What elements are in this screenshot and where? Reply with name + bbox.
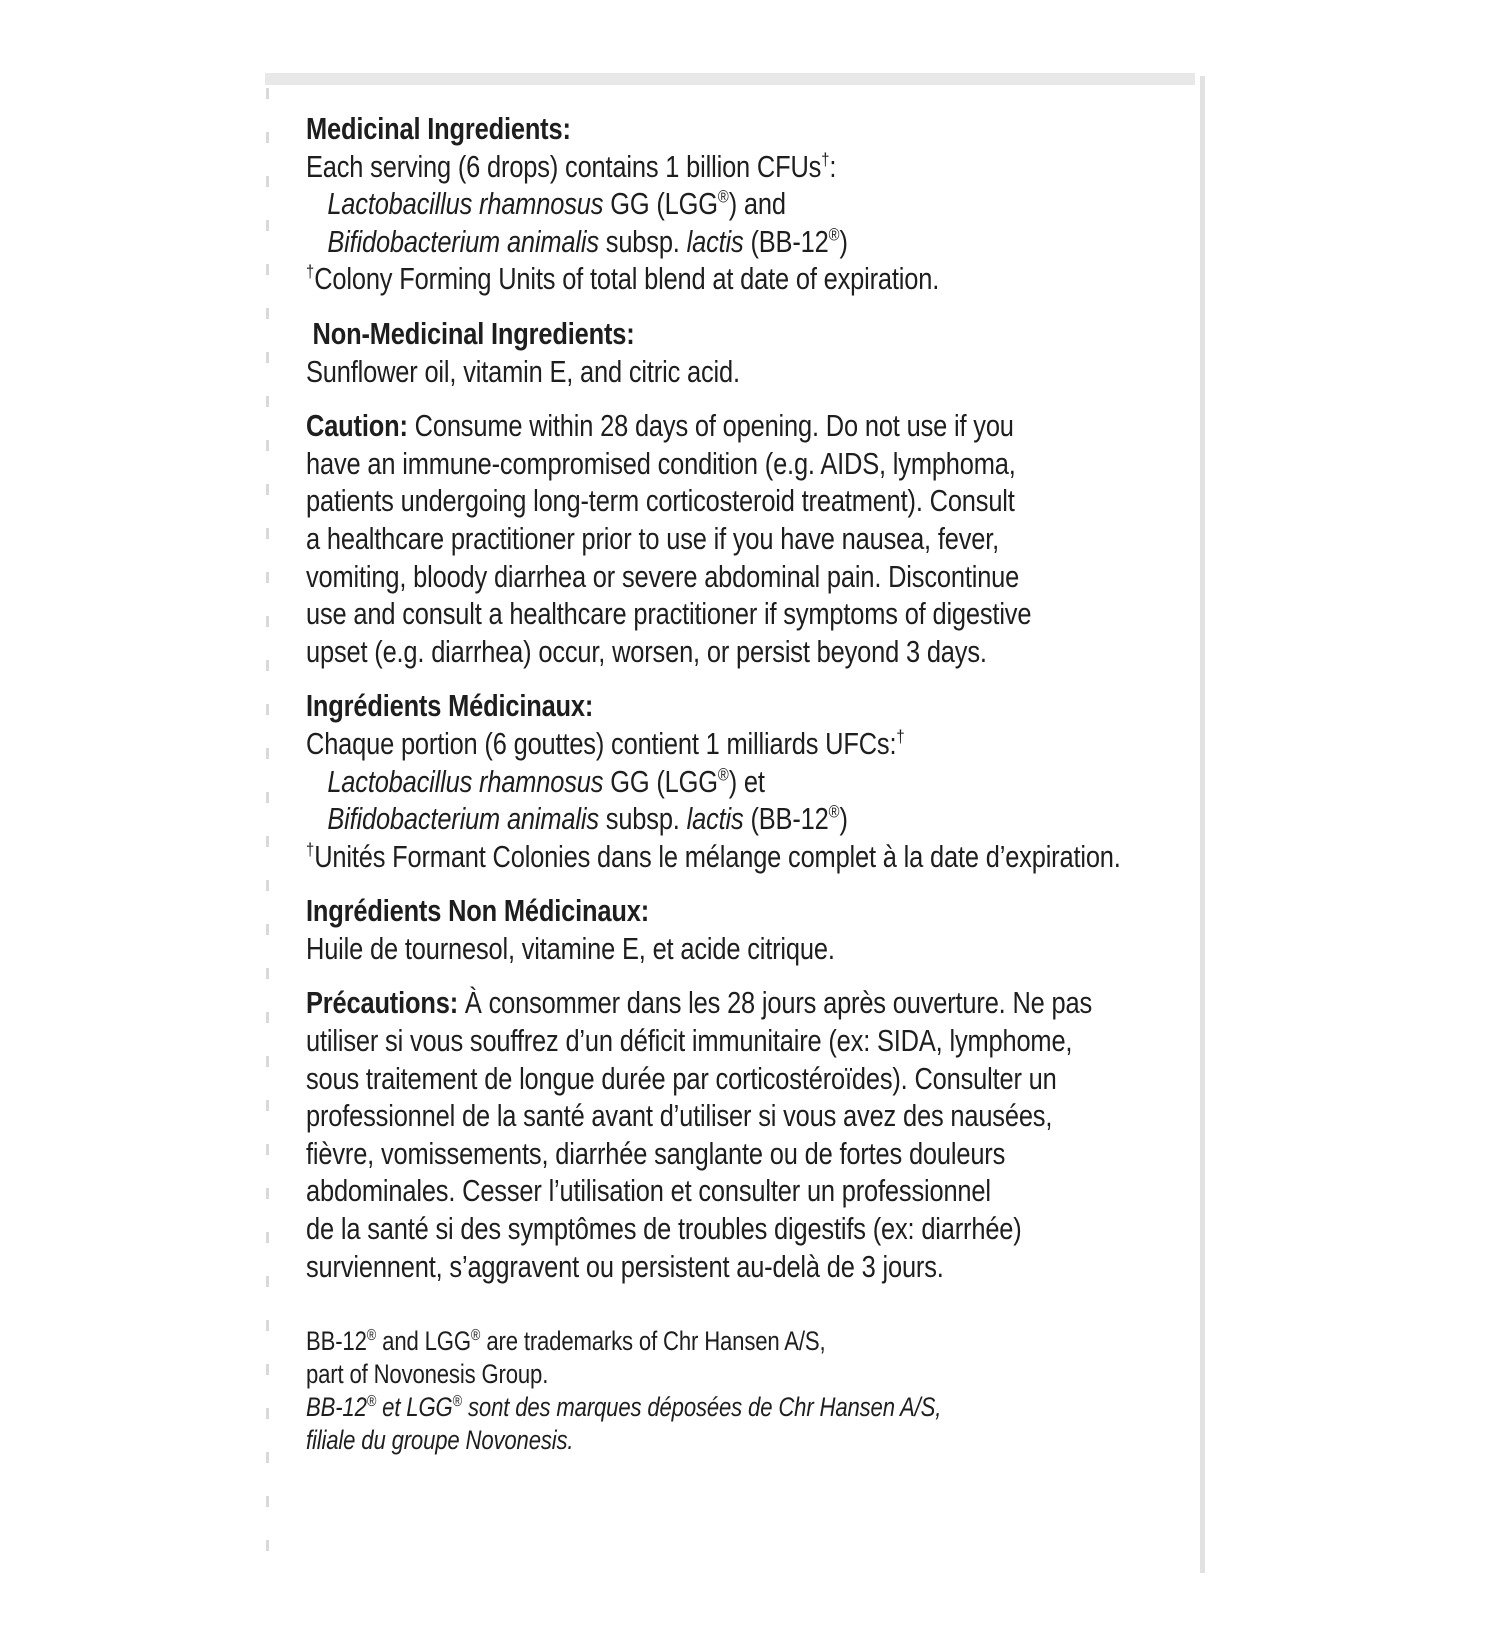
- text-segment: Ingrédients Non Médicinaux:: [306, 893, 650, 929]
- text-segment: ®: [828, 801, 840, 822]
- text-segment: Bifidobacterium animalis: [327, 801, 599, 837]
- text-segment: Each serving (6 drops) contains 1 billion CFUs: [306, 148, 822, 184]
- text-segment: ): [839, 223, 848, 259]
- text-segment: ®: [366, 1393, 377, 1411]
- non-medicinal-ingredients-en: [306, 315, 1200, 390]
- text-segment: Caution:: [306, 408, 408, 444]
- label-line: [306, 633, 1200, 671]
- label-line: [306, 1248, 1200, 1286]
- text-segment: †: [306, 839, 315, 860]
- text-segment: de la santé si des symptômes de troubles digestifs (ex: diarrhée): [306, 1211, 1022, 1247]
- text-segment: subsp.: [598, 801, 687, 837]
- text-segment: Consume within 28 days of opening. Do not use if you: [407, 408, 1014, 444]
- text-segment: et LGG: [376, 1392, 453, 1423]
- text-segment: sous traitement de longue durée par corticostéroïdes). Consulter un: [306, 1060, 1057, 1096]
- label-line: [306, 725, 1200, 763]
- label-line: [306, 984, 1200, 1022]
- trademark-note: [306, 1325, 1200, 1457]
- text-segment: patients undergoing long-term corticosteroid treatment). Consult: [306, 483, 1015, 519]
- label-line: [306, 260, 1200, 298]
- text-segment: (BB-12: [743, 223, 829, 259]
- text-segment: Bifidobacterium animalis: [327, 223, 599, 259]
- text-segment: GG (LGG: [603, 763, 718, 799]
- label-line: [306, 1135, 1200, 1173]
- text-segment: †: [896, 726, 905, 747]
- text-segment: filiale du groupe Novonesis.: [306, 1425, 574, 1456]
- text-segment: Unités Formant Colonies dans le mélange complet à la date d’expiration.: [314, 838, 1121, 874]
- text-segment: professionnel de la santé avant d’utiliser si vous avez des nausées,: [306, 1098, 1053, 1134]
- text-segment: subsp.: [598, 223, 687, 259]
- non-medicinal-ingredients-fr: [306, 892, 1200, 967]
- label-line: [306, 763, 1200, 801]
- label-line: [306, 1097, 1200, 1135]
- label-line: [306, 1325, 1200, 1358]
- text-segment: part of Novonesis Group.: [306, 1359, 549, 1390]
- label-left-dashed-edge: [266, 88, 269, 1562]
- label-line: [306, 223, 1200, 261]
- text-segment: are trademarks of Chr Hansen A/S,: [480, 1326, 826, 1357]
- label-line: [306, 838, 1200, 876]
- text-segment: Lactobacillus rhamnosus: [327, 186, 604, 222]
- text-segment: :: [829, 148, 837, 184]
- label-top-edge: [265, 73, 1195, 85]
- text-segment: (BB-12: [743, 801, 829, 837]
- label-line: [306, 687, 1200, 725]
- text-segment: ®: [717, 764, 729, 785]
- text-segment: vomiting, bloody diarrhea or severe abdominal pain. Discontinue: [306, 558, 1020, 594]
- text-segment: ®: [717, 186, 729, 207]
- text-segment: Précautions:: [306, 985, 459, 1021]
- label-line: [306, 1358, 1200, 1391]
- text-segment: lactis: [686, 223, 744, 259]
- text-segment: ®: [452, 1393, 463, 1411]
- label-line: [306, 892, 1200, 930]
- text-segment: †: [821, 149, 830, 170]
- text-segment: lactis: [686, 801, 744, 837]
- text-segment: ) et: [728, 763, 765, 799]
- label-line: [306, 1022, 1200, 1060]
- text-segment: À consommer dans les 28 jours après ouverture. Ne pas: [458, 985, 1093, 1021]
- label-line: [306, 353, 1200, 391]
- text-segment: Sunflower oil, vitamin E, and citric acid.: [306, 353, 740, 389]
- label-line: [306, 558, 1200, 596]
- text-segment: ): [839, 801, 848, 837]
- label-line: [306, 1210, 1200, 1248]
- text-segment: fièvre, vomissements, diarrhée sanglante ou de fortes douleurs: [306, 1135, 1006, 1171]
- text-segment: utiliser si vous souffrez d’un déficit immunitaire (ex: SIDA, lymphome,: [306, 1023, 1073, 1059]
- text-segment: Colony Forming Units of total blend at date of expiration.: [314, 261, 940, 297]
- label-line: [306, 110, 1200, 148]
- label-line: [306, 520, 1200, 558]
- label-line: [306, 595, 1200, 633]
- text-segment: abdominales. Cesser l’utilisation et consulter un professionnel: [306, 1173, 991, 1209]
- text-segment: Non-Medicinal Ingredients:: [312, 315, 635, 351]
- label-line: [306, 1424, 1200, 1457]
- text-segment: Lactobacillus rhamnosus: [327, 763, 604, 799]
- medicinal-ingredients-fr: [306, 687, 1200, 875]
- text-segment: GG (LGG: [603, 186, 718, 222]
- text-segment: Medicinal Ingredients:: [306, 111, 571, 146]
- text-segment: ®: [828, 224, 840, 245]
- label-line: [306, 482, 1200, 520]
- label-line: [306, 1172, 1200, 1210]
- label-line: [306, 185, 1200, 223]
- label-line: [306, 930, 1200, 968]
- text-segment: †: [306, 262, 315, 283]
- label-line: [306, 445, 1200, 483]
- text-segment: BB-12: [306, 1392, 367, 1423]
- medicinal-ingredients-en: [306, 110, 1200, 298]
- text-segment: ) and: [728, 186, 786, 222]
- caution-en: [306, 407, 1200, 670]
- precautions-fr: [306, 984, 1200, 1285]
- text-segment: Ingrédients Médicinaux:: [306, 688, 594, 724]
- text-segment: ®: [366, 1327, 377, 1345]
- text-segment: Chaque portion (6 gouttes) contient 1 milliards UFCs:: [306, 725, 897, 761]
- text-segment: and LGG: [376, 1326, 471, 1357]
- label-line: [306, 1060, 1200, 1098]
- label-line: [306, 315, 1200, 353]
- label-line: [306, 1391, 1200, 1424]
- text-segment: a healthcare practitioner prior to use if you have nausea, fever,: [306, 520, 1000, 556]
- text-segment: upset (e.g. diarrhea) occur, worsen, or persist beyond 3 days.: [306, 633, 987, 669]
- text-segment: BB-12: [306, 1326, 367, 1357]
- text-segment: surviennent, s’aggravent ou persistent au-delà de 3 jours.: [306, 1248, 944, 1284]
- label-right-edge: [1200, 76, 1205, 1573]
- label-line: [306, 407, 1200, 445]
- label-line: [306, 800, 1200, 838]
- text-segment: Huile de tournesol, vitamine E, et acide citrique.: [306, 930, 835, 966]
- text-segment: sont des marques déposées de Chr Hansen A/S,: [462, 1392, 942, 1423]
- text-segment: have an immune-compromised condition (e.g. AIDS, lymphoma,: [306, 445, 1016, 481]
- label-body: [306, 110, 1200, 1474]
- text-segment: use and consult a healthcare practitioner if symptoms of digestive: [306, 596, 1032, 632]
- text-segment: ®: [470, 1327, 481, 1345]
- label-line: [306, 148, 1200, 186]
